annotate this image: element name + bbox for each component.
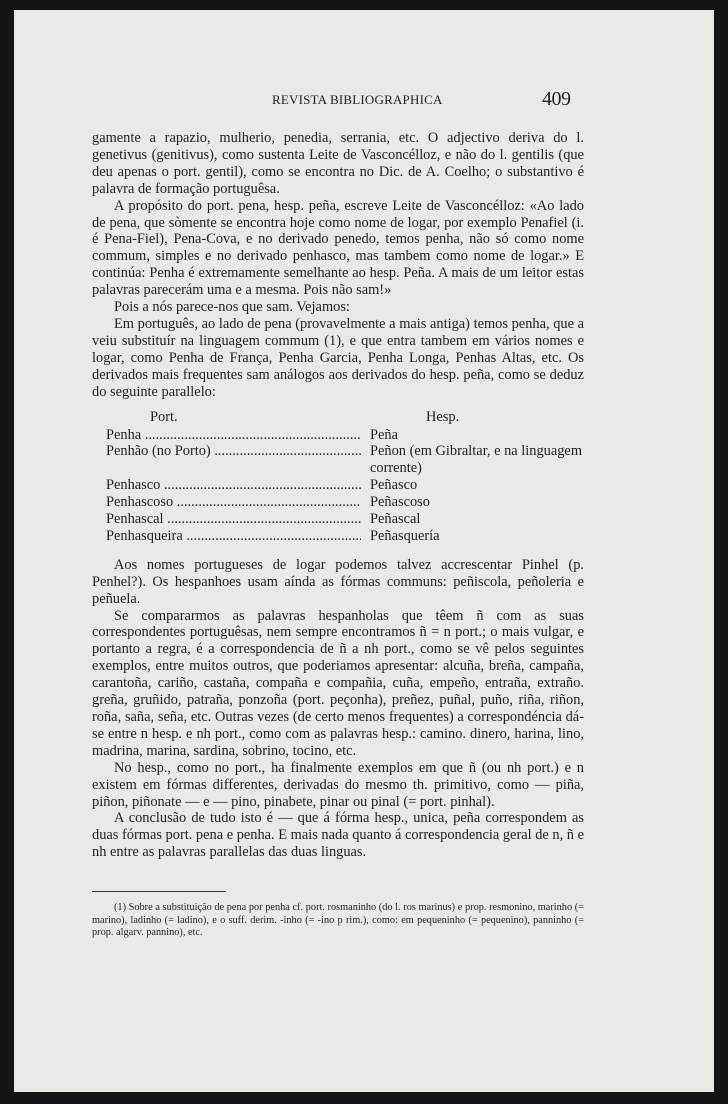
port-cell: Penhasco ..... (106, 477, 361, 494)
port-cell: Penhão (no Porto) ..... (106, 443, 361, 460)
paragraph: No hesp., como no port., ha finalmente exemplos em que ñ (ou nh port.) e n existem em fórmas differentes, derivadas do mesmo th. primitivo, como — piña, piñon, piñonate — e — pino, pinabete, pinar ou pinal (= port. pinhal). (92, 759, 584, 810)
table-row (92, 511, 584, 528)
column-header-hesp: Hesp. (426, 408, 460, 425)
footnote-separator (92, 891, 226, 892)
table-header (92, 409, 584, 427)
hesp-cell: Peñasco (370, 477, 418, 494)
table-row (92, 443, 584, 477)
page-number: 409 (542, 88, 571, 110)
hesp-cell: Peñasquería (370, 527, 440, 544)
hesp-cell: Peñascal (370, 511, 421, 528)
table-row (92, 427, 584, 444)
page (14, 10, 714, 1092)
port-cell: Penhasqueira ..... (106, 528, 361, 545)
paragraph: gamente a rapazio, mulherio, penedia, serrania, etc. O adjectivo deriva do l. genetivus (genitivus), como sustenta Leite de Vasconcélloz, e não do l. gentilis (que deu apenas o port. gentil), como se encontra no Dic. de A. Coelho; o substantivo é palavra de formação portuguêsa. (92, 130, 584, 197)
hesp-cell: Peñon (em Gibraltar, e na linguagem corrente) (370, 443, 583, 477)
hesp-cell: Peñascoso (370, 494, 430, 511)
paragraph: Pois a nós parece-nos que sam. Vejamos: (114, 299, 350, 316)
paragraph: Se compararmos as palavras hespanholas que têem ñ com as suas correspondentes portuguêsas, nem sempre encontramos ñ = n port.; o mais vulgar, e portanto a regra, é a correspondencia de ñ a nh port., como se vê pelos seguintes exemplos, entre muitos outros, que poderiamos apresentar: alcuña, breña, campaña, carantoña, cariño, castaña, compaña e compañia, cuña, empeño, entraña, extraño. greña, gruñido, patraña, ponzoña (port. peçonha), preñez, puñal, puño, riña, riñon, roña, saña, seña, etc. Outras vezes (de certo menos frequentes) a correspondéncia dá-se entre n hesp. e nh port., como com as palavras hesp.: camino. dinero, harina, lino, madrina, marina, sardina, sobrino, tocino, etc. (92, 607, 584, 759)
port-cell: Penha ..... (106, 427, 361, 444)
paragraph: A propósito do port. pena, hesp. peña, escreve Leite de Vasconcélloz: «Ao lado de pena, que sòmente se encontra hoje como nome de logar, por exemplo Penafiel (i. é Pena-Fiel), Pena-Cova, e no derivado penedo, temos penha, não só como nome commum, simples e no derivado penhasco, mas tambem como nome de logar.» E continúa: Penha é extremamente semelhante ao hesp. Peña. A mais de um leitor estas palavras parecerám uma e a mesma. Pois não sam!» (92, 197, 584, 299)
table-row (92, 528, 584, 545)
running-title: REVISTA BIBLIOGRAPHICA (272, 92, 443, 107)
paragraph: Em português, ao lado de pena (provavelmente a mais antiga) temos penha, que a veiu substituír na linguagem commum (1), e que entra tambem em vários nomes e logar, como Penha de França, Penha Garcia, Penha Longa, Penhas Altas, etc. Os derivados mais frequentes sam análogos aos derivados do hesp. peña, como se deduz do seguinte parallelo: (92, 315, 584, 400)
article-body (92, 130, 584, 940)
comparison-table (92, 409, 584, 545)
paragraph: A conclusão de tudo isto é — que á fórma hesp., unica, peña correspondem as duas fórmas port. pena e penha. E mais nada quanto á correspondencia geral de n, ñ e nh entre as palavras parallelas das duas linguas. (92, 810, 584, 861)
column-header-port: Port. (150, 408, 178, 425)
table-row (92, 494, 584, 511)
port-cell: Penhascoso ..... (106, 494, 361, 511)
footnote: (1) Sobre a substituição de pena por penha cf. port. rosmaninho (do l. ros marinus) e prop. resmonino, marinho (= marino), ladinho (= ladino), e o suff. derim. -inho (= -ino p rim.), como: em pequeninho (= pequenino), panninho (= prop. algarv. pannino), etc. (92, 902, 584, 939)
port-cell: Penhascal ..... (106, 511, 361, 528)
paragraph: Aos nomes portugueses de logar podemos talvez accrescentar Pinhel (p. Penhel?). Os hespanhoes usam aínda as fórmas communs: peñiscola, peñoleria e peñuela. (92, 556, 584, 607)
table-row (92, 477, 584, 494)
hesp-cell: Peña (370, 426, 398, 443)
